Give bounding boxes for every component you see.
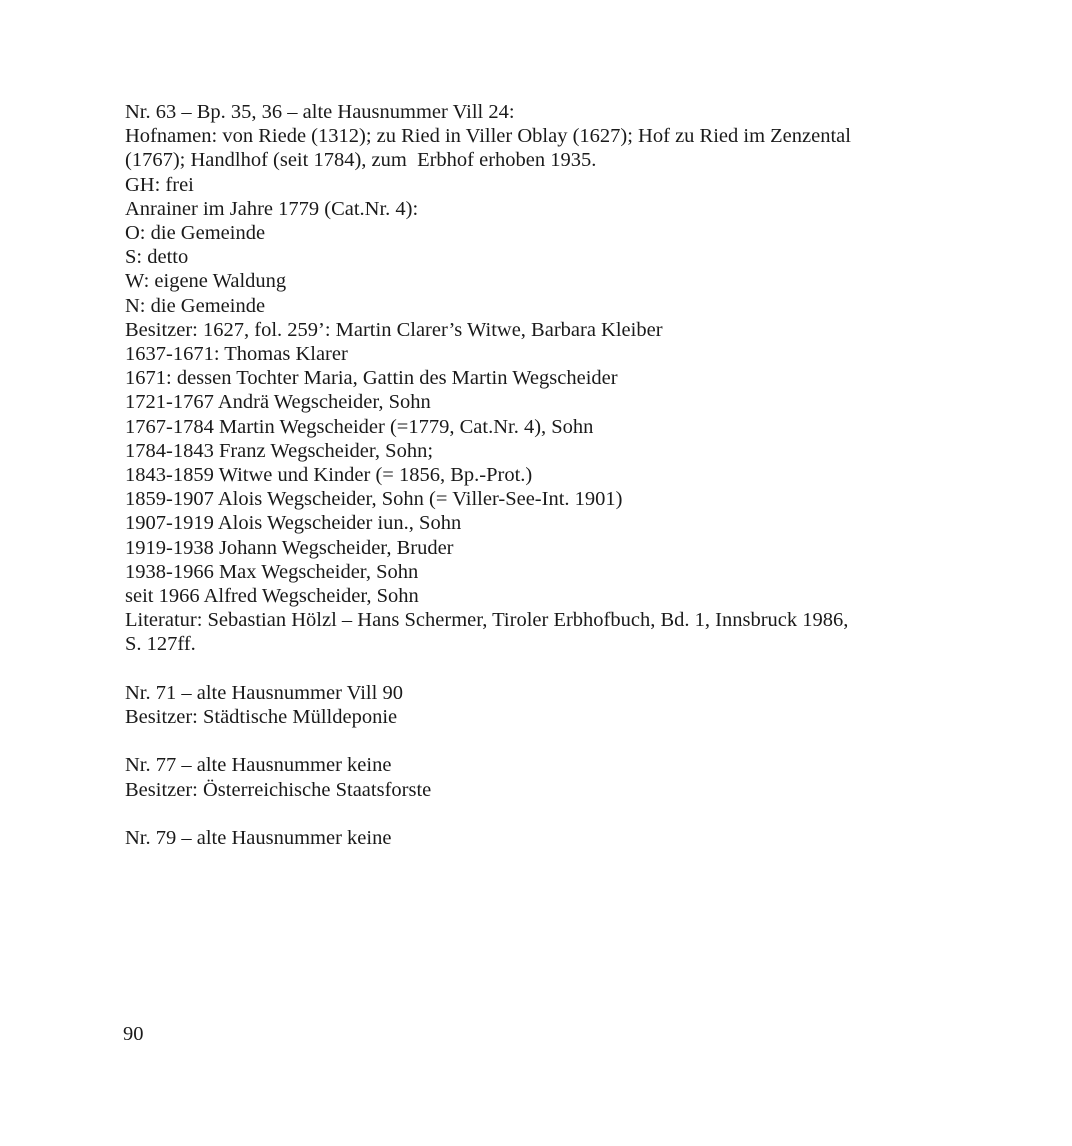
entry-line: Besitzer: Österreichische Staatsforste: [125, 778, 432, 801]
entry-line: Nr. 77 – alte Hausnummer keine: [125, 754, 392, 777]
entry-line: 1784-1843 Franz Wegscheider, Sohn;: [125, 439, 434, 462]
entry-nr-79: [125, 826, 965, 850]
paragraph-gap: [125, 802, 965, 826]
entry-line: W: eigene Waldung: [125, 270, 287, 293]
entry-line: Hofnamen: von Riede (1312); zu Ried in Viller Oblay (1627); Hof zu Ried im Zenzental: [125, 125, 851, 148]
page-number: 90: [123, 1023, 144, 1045]
entry-line: Besitzer: 1627, fol. 259’: Martin Clarer’s Witwe, Barbara Kleiber: [125, 318, 663, 341]
entry-line: 1859-1907 Alois Wegscheider, Sohn (= Viller-See-Int. 1901): [125, 488, 623, 511]
entry-line: 1843-1859 Witwe und Kinder (= 1856, Bp.-Prot.): [125, 464, 533, 487]
entry-line: Besitzer: Städtische Mülldeponie: [125, 706, 398, 729]
entry-line: GH: frei: [125, 173, 194, 196]
entry-nr-63: [125, 100, 965, 657]
entry-line: 1767-1784 Martin Wegscheider (=1779, Cat.Nr. 4), Sohn: [125, 415, 594, 438]
entry-line: (1767); Handlhof (seit 1784), zum Erbhof erhoben 1935.: [125, 149, 597, 172]
entry-line: Nr. 71 – alte Hausnummer Vill 90: [125, 681, 403, 704]
entry-line: seit 1966 Alfred Wegscheider, Sohn: [125, 585, 419, 608]
entry-line: S: detto: [125, 246, 189, 269]
entry-line: 1671: dessen Tochter Maria, Gattin des Martin Wegscheider: [125, 367, 618, 390]
entry-line: O: die Gemeinde: [125, 222, 266, 245]
entry-line: 1637-1671: Thomas Klarer: [125, 343, 348, 366]
paragraph-gap: [125, 657, 965, 681]
main-text: [125, 100, 965, 850]
entry-line: 1919-1938 Johann Wegscheider, Bruder: [125, 536, 454, 559]
paragraph-gap: [125, 729, 965, 753]
entry-line: Nr. 63 – Bp. 35, 36 – alte Hausnummer Vill 24:: [125, 101, 515, 123]
entry-line: 1907-1919 Alois Wegscheider iun., Sohn: [125, 512, 462, 535]
entry-nr-77: [125, 753, 965, 801]
entry-line: 1938-1966 Max Wegscheider, Sohn: [125, 560, 419, 583]
entry-line: S. 127ff.: [125, 633, 196, 656]
entry-line: Nr. 79 – alte Hausnummer keine: [125, 827, 392, 850]
entry-line: 1721-1767 Andrä Wegscheider, Sohn: [125, 391, 431, 414]
entry-line: Anrainer im Jahre 1779 (Cat.Nr. 4):: [125, 197, 419, 220]
entry-nr-71: [125, 681, 965, 729]
entry-line: Literatur: Sebastian Hölzl – Hans Schermer, Tiroler Erbhofbuch, Bd. 1, Innsbruck 1986,: [125, 609, 849, 632]
entry-line: N: die Gemeinde: [125, 294, 266, 317]
